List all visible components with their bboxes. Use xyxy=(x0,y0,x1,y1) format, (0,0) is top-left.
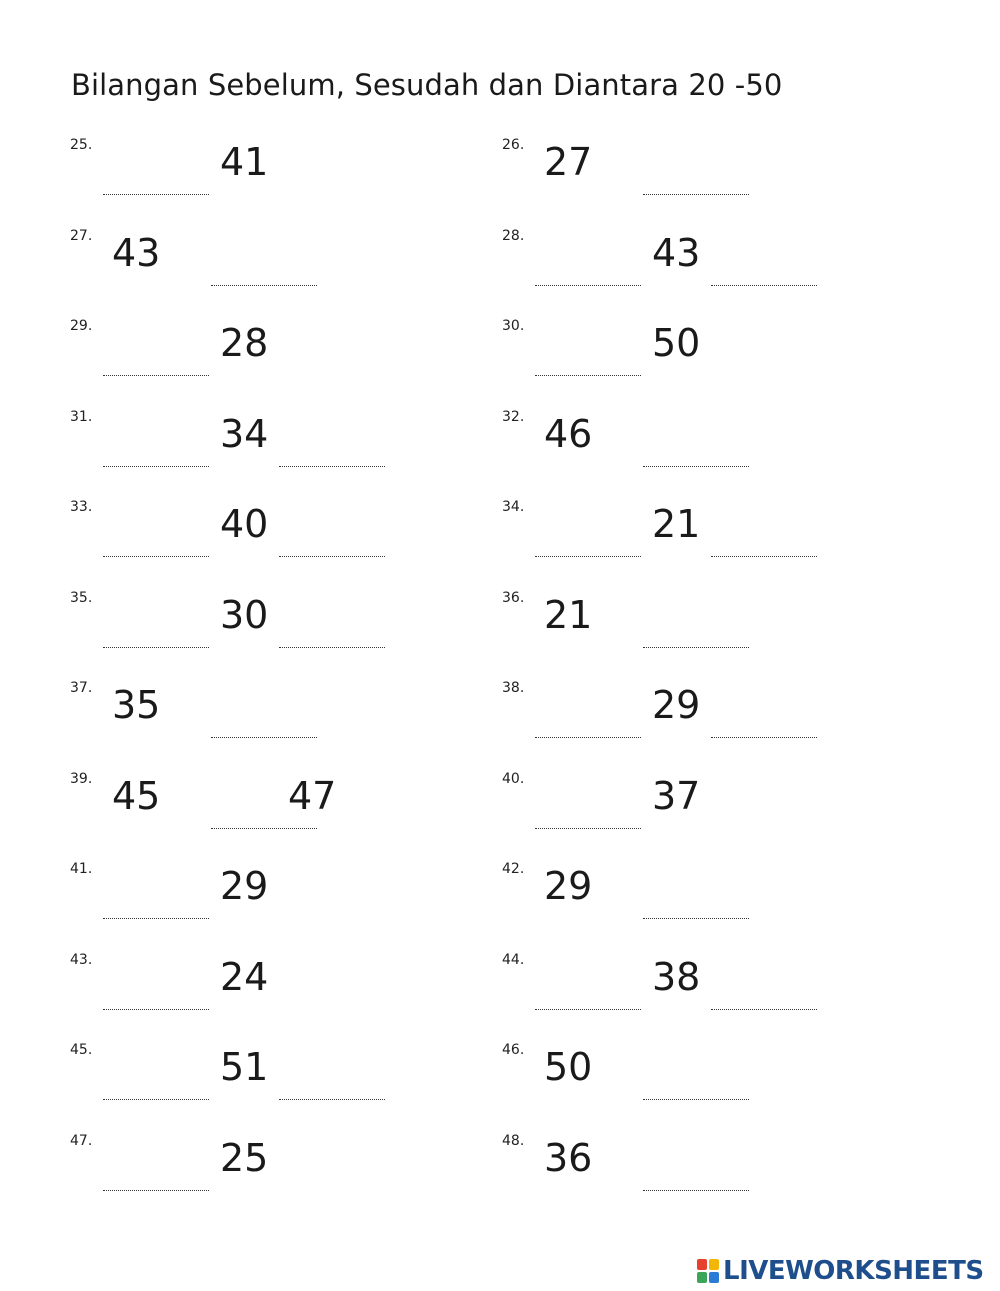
given-number: 28 xyxy=(220,321,269,365)
exercise-item xyxy=(502,318,932,398)
exercise-item xyxy=(502,137,932,217)
logo-square xyxy=(709,1259,719,1270)
exercise-item xyxy=(70,952,500,1032)
answer-blank[interactable] xyxy=(535,499,641,557)
answer-blank-line xyxy=(643,918,749,919)
question-number: 29. xyxy=(70,318,93,334)
given-number: 50 xyxy=(544,1045,593,1089)
given-number-slot xyxy=(211,861,317,919)
given-number: 29 xyxy=(652,683,701,727)
question-number: 30. xyxy=(502,318,525,334)
given-number-slot xyxy=(103,771,209,829)
logo-text: LIVEWORKSHEETS xyxy=(723,1256,984,1286)
given-number: 36 xyxy=(544,1135,593,1180)
question-number: 38. xyxy=(502,680,525,696)
answer-blank[interactable] xyxy=(103,137,209,195)
logo-square xyxy=(697,1272,707,1283)
answer-blank[interactable] xyxy=(103,952,209,1010)
given-number-slot xyxy=(535,590,641,648)
given-number: 21 xyxy=(544,592,593,637)
given-number: 47 xyxy=(288,773,337,818)
answer-blank-line xyxy=(279,466,385,467)
answer-blank-line xyxy=(103,1190,209,1191)
exercise-item xyxy=(70,861,500,941)
given-number: 24 xyxy=(220,954,269,999)
given-number-slot xyxy=(535,861,641,919)
answer-blank-line xyxy=(643,1190,749,1191)
given-number: 41 xyxy=(220,140,269,184)
answer-blank[interactable] xyxy=(103,499,209,557)
answer-blank-line xyxy=(711,1009,817,1010)
answer-blank-line xyxy=(643,1099,749,1100)
answer-blank[interactable] xyxy=(535,952,641,1010)
answer-blank-line xyxy=(211,737,317,738)
answer-blank[interactable] xyxy=(535,228,641,286)
exercise-item xyxy=(502,409,932,489)
given-number: 29 xyxy=(544,864,593,908)
question-number: 37. xyxy=(70,680,93,696)
question-number: 39. xyxy=(70,770,93,787)
given-number-slot xyxy=(535,137,641,195)
given-number-slot xyxy=(643,318,749,376)
answer-blank-line xyxy=(535,375,641,376)
answer-blank-line xyxy=(103,918,209,919)
answer-blank[interactable] xyxy=(103,861,209,919)
given-number-slot xyxy=(279,771,385,829)
answer-blank-line xyxy=(535,285,641,286)
exercise-item xyxy=(70,409,500,489)
exercise-item xyxy=(502,771,932,851)
given-number-slot xyxy=(535,1133,641,1191)
exercise-item xyxy=(502,680,932,760)
answer-blank-line xyxy=(103,466,209,467)
given-number: 51 xyxy=(220,1045,269,1089)
answer-blank-line xyxy=(103,1099,209,1100)
answer-blank-line xyxy=(211,285,317,286)
answer-blank-line xyxy=(643,647,749,648)
question-number: 35. xyxy=(70,589,93,606)
question-number: 43. xyxy=(70,951,93,968)
given-number-slot xyxy=(535,1042,641,1100)
worksheet-title: Bilangan Sebelum, Sesudah dan Diantara 20 -50 xyxy=(71,68,783,102)
exercise-item xyxy=(502,499,932,579)
question-number: 45. xyxy=(70,1042,93,1058)
question-number: 25. xyxy=(70,137,93,153)
question-number: 46. xyxy=(502,1042,525,1058)
question-number: 27. xyxy=(70,227,93,244)
answer-blank[interactable] xyxy=(711,499,817,557)
answer-blank[interactable] xyxy=(643,590,749,648)
answer-blank-line xyxy=(103,1009,209,1010)
answer-blank-line xyxy=(535,828,641,829)
answer-blank-line xyxy=(279,1099,385,1100)
answer-blank[interactable] xyxy=(643,1042,749,1100)
given-number: 38 xyxy=(652,954,701,999)
answer-blank-line xyxy=(711,556,817,557)
liveworksheets-logo xyxy=(697,1257,984,1285)
answer-blank-line xyxy=(279,556,385,557)
given-number: 46 xyxy=(544,411,593,456)
answer-blank[interactable] xyxy=(535,680,641,738)
given-number-slot xyxy=(643,771,749,829)
given-number: 29 xyxy=(220,864,269,908)
question-number: 48. xyxy=(502,1132,525,1149)
given-number: 45 xyxy=(112,773,161,818)
answer-blank[interactable] xyxy=(279,499,385,557)
exercise-item xyxy=(502,861,932,941)
answer-blank[interactable] xyxy=(103,409,209,467)
answer-blank[interactable] xyxy=(279,590,385,648)
question-number: 32. xyxy=(502,408,525,425)
answer-blank-line xyxy=(279,647,385,648)
answer-blank[interactable] xyxy=(643,409,749,467)
answer-blank-line xyxy=(103,375,209,376)
given-number: 25 xyxy=(220,1135,269,1180)
answer-blank[interactable] xyxy=(643,1133,749,1191)
given-number: 34 xyxy=(220,411,269,456)
exercise-item xyxy=(502,1042,932,1122)
answer-blank[interactable] xyxy=(103,1133,209,1191)
question-number: 36. xyxy=(502,589,525,606)
answer-blank-line xyxy=(103,194,209,195)
exercise-item xyxy=(70,680,500,760)
given-number-slot xyxy=(103,228,209,286)
answer-blank-line xyxy=(535,737,641,738)
answer-blank-line xyxy=(643,466,749,467)
exercise-item xyxy=(502,590,932,670)
given-number: 21 xyxy=(652,502,701,546)
answer-blank[interactable] xyxy=(279,409,385,467)
answer-blank[interactable] xyxy=(711,680,817,738)
given-number: 27 xyxy=(544,140,593,184)
given-number-slot xyxy=(211,1133,317,1191)
question-number: 41. xyxy=(70,861,93,877)
given-number: 43 xyxy=(112,230,161,275)
answer-blank[interactable] xyxy=(535,318,641,376)
exercise-item xyxy=(502,952,932,1032)
exercise-item xyxy=(70,771,500,851)
given-number-slot xyxy=(211,137,317,195)
question-number: 44. xyxy=(502,951,525,968)
given-number: 30 xyxy=(220,592,269,637)
exercise-item xyxy=(70,1042,500,1122)
exercise-item xyxy=(70,318,500,398)
question-number: 33. xyxy=(70,499,93,515)
exercise-item xyxy=(70,499,500,579)
given-number-slot xyxy=(211,952,317,1010)
logo-square xyxy=(709,1272,719,1283)
answer-blank-line xyxy=(103,556,209,557)
answer-blank[interactable] xyxy=(643,861,749,919)
exercise-item xyxy=(70,590,500,670)
question-number: 28. xyxy=(502,227,525,244)
given-number: 35 xyxy=(112,683,161,727)
answer-blank[interactable] xyxy=(103,590,209,648)
question-number: 26. xyxy=(502,137,525,153)
answer-blank-line xyxy=(535,1009,641,1010)
answer-blank[interactable] xyxy=(279,1042,385,1100)
answer-blank-line xyxy=(535,556,641,557)
exercise-item xyxy=(70,228,500,308)
exercise-item xyxy=(502,1133,932,1213)
given-number-slot xyxy=(103,680,209,738)
logo-square xyxy=(697,1259,707,1270)
given-number: 50 xyxy=(652,321,701,365)
answer-blank-line xyxy=(643,194,749,195)
given-number: 37 xyxy=(652,773,701,818)
answer-blank-line xyxy=(711,737,817,738)
answer-blank[interactable] xyxy=(211,680,317,738)
answer-blank-line xyxy=(711,285,817,286)
answer-blank-line xyxy=(103,647,209,648)
logo-mark-icon xyxy=(697,1259,719,1283)
given-number-slot xyxy=(211,318,317,376)
question-number: 47. xyxy=(70,1132,93,1149)
answer-blank[interactable] xyxy=(643,137,749,195)
answer-blank[interactable] xyxy=(103,318,209,376)
given-number-slot xyxy=(535,409,641,467)
given-number: 43 xyxy=(652,230,701,275)
answer-blank[interactable] xyxy=(711,228,817,286)
question-number: 31. xyxy=(70,408,93,425)
answer-blank[interactable] xyxy=(711,952,817,1010)
given-number: 40 xyxy=(220,502,269,546)
answer-blank[interactable] xyxy=(103,1042,209,1100)
exercise-item xyxy=(502,228,932,308)
question-number: 42. xyxy=(502,861,525,877)
answer-blank[interactable] xyxy=(211,228,317,286)
question-number: 34. xyxy=(502,499,525,515)
question-number: 40. xyxy=(502,770,525,787)
exercise-item xyxy=(70,137,500,217)
answer-blank[interactable] xyxy=(535,771,641,829)
exercise-item xyxy=(70,1133,500,1213)
